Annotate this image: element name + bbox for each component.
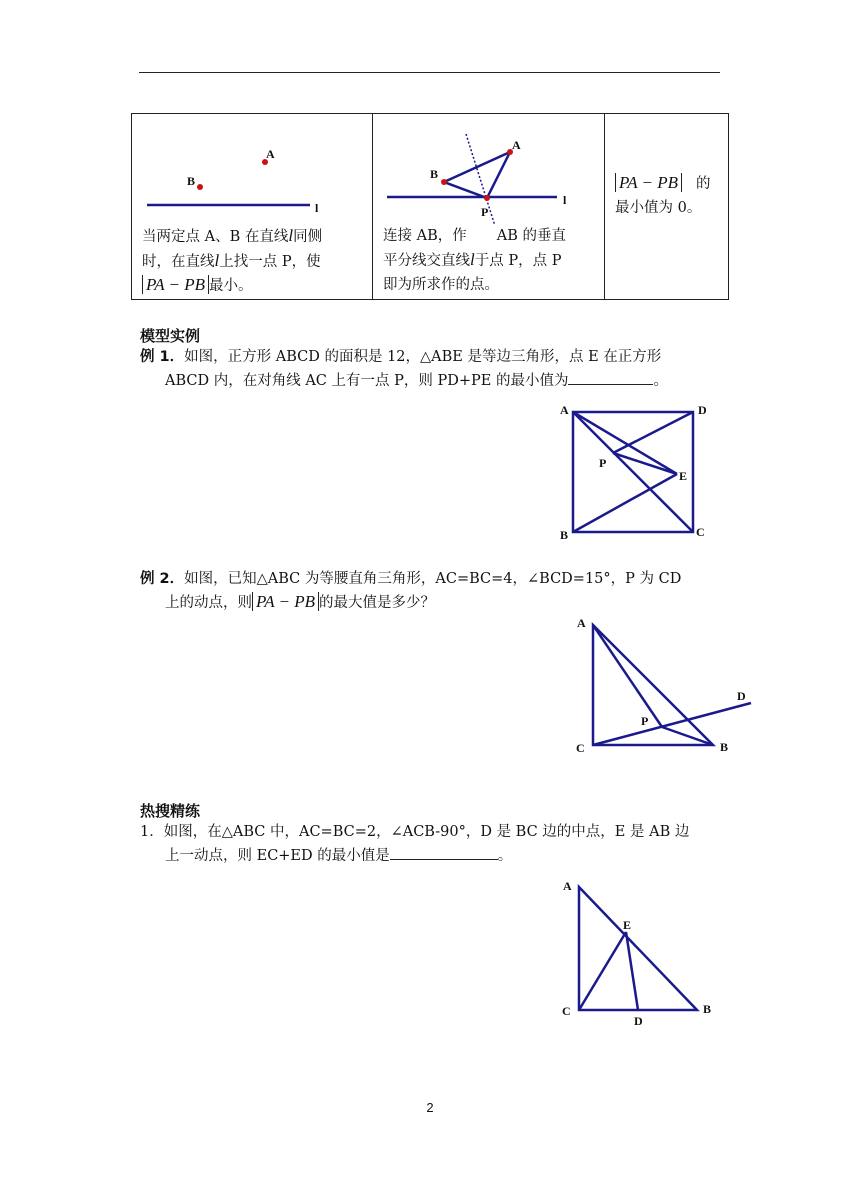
svg-text:P: P — [599, 456, 607, 470]
svg-text:E: E — [623, 918, 632, 932]
label-b: B — [187, 174, 196, 188]
label-l: l — [315, 201, 319, 215]
practice-1: 1．如图，在△ABC 中，AC=BC=2，∠ACB-90°，D 是 BC 边的中点，E 是 AB 边 上一动点，则 EC+ED 的最小值是 。 — [140, 824, 690, 864]
section-title-examples: 模型实例 — [140, 327, 201, 345]
label-a: A — [266, 147, 275, 161]
svg-text:B: B — [430, 167, 439, 181]
model-text-2: 连接 AB，作 AB 的垂直 平分线交直线l于点 P，点 P 即为所求作的点。 — [383, 228, 566, 293]
svg-text:B: B — [703, 1002, 712, 1016]
right-triangle-figure — [555, 875, 725, 1030]
square-figure — [555, 400, 715, 545]
svg-text:C: C — [576, 741, 585, 755]
same-side-points-figure — [132, 114, 372, 224]
section-title-practice: 热搜精练 — [140, 802, 201, 820]
example-2: 例 2．如图，已知△ABC 为等腰直角三角形，AC=BC=4，∠BCD=15°，P 为 CD 上的动点，则 PA − PB 的最大值是多少？ — [140, 571, 682, 611]
svg-text:D: D — [634, 1014, 643, 1028]
isosceles-right-triangle-figure — [570, 612, 760, 757]
abs-expression: PA − PB — [142, 275, 209, 294]
svg-text:E: E — [679, 469, 688, 483]
model-cell-diagram-1 — [132, 114, 373, 300]
svg-text:D: D — [737, 689, 746, 703]
svg-text:C: C — [562, 1004, 571, 1018]
svg-text:A: A — [512, 138, 521, 152]
triangle-abp — [444, 152, 510, 198]
label-l: l — [563, 193, 567, 207]
svg-text:A: A — [560, 403, 569, 417]
svg-text:A: A — [563, 879, 572, 893]
model-table — [131, 113, 729, 300]
svg-text:C: C — [696, 525, 705, 539]
header-rule — [139, 72, 720, 73]
svg-text:D: D — [698, 403, 707, 417]
example-1: 例 1．如图，正方形 ABCD 的面积是 12，△ABE 是等边三角形，点 E 在正方形 ABCD 内，在对角线 AC 上有一点 P，则 PD+PE 的最小值为 。 — [140, 349, 668, 389]
model-cell-diagram-2 — [373, 114, 605, 300]
svg-text:P: P — [481, 205, 489, 219]
model-cell-result — [605, 114, 729, 300]
svg-text:P: P — [641, 714, 649, 728]
model-text-1: 当两定点 A、B 在直线l同侧 时，在直线l上找一点 P，使 PA − PB 最小。 — [142, 226, 323, 294]
page-number: 2 — [426, 1100, 434, 1115]
svg-text:A: A — [577, 616, 586, 630]
perpendicular-bisector-figure — [373, 114, 604, 224]
svg-text:B: B — [560, 528, 569, 542]
model-text-3: PA − PB 的 最小值为 0。 — [615, 173, 711, 216]
point-b — [197, 184, 203, 190]
svg-text:B: B — [720, 740, 729, 754]
